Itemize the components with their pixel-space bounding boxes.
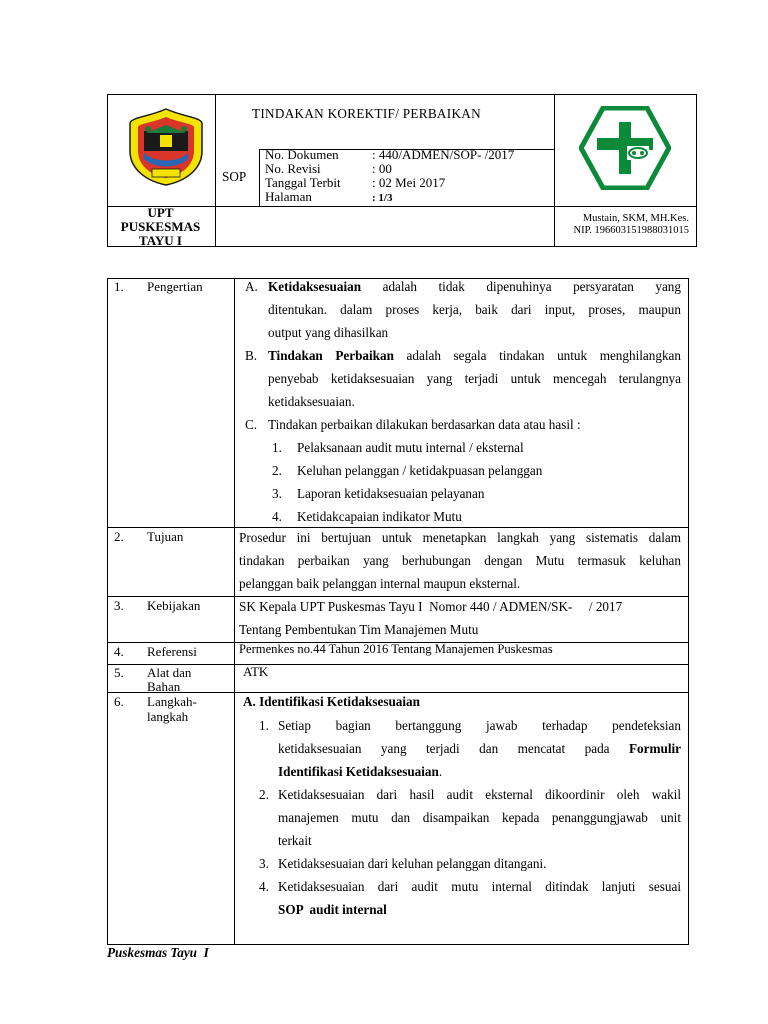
row-label: Referensi — [147, 644, 197, 659]
org-line: TAYU I — [139, 233, 182, 248]
meta-label: Tanggal Terbit — [265, 175, 341, 190]
org-line: UPT — [147, 205, 174, 220]
paragraph-line: Ketidaksesuaian dari keluhan pelanggan ditangani. — [278, 856, 547, 871]
term: Ketidaksesuaian — [268, 279, 362, 294]
section-heading: A. Identifikasi Ketidaksesuaian — [243, 694, 420, 709]
meta-value: : 1/3 — [372, 192, 393, 204]
row-number: 2. — [114, 529, 124, 544]
meta-label: No. Revisi — [265, 161, 321, 176]
step-text: . — [438, 764, 443, 779]
definition-tindakan-perbaikan — [268, 344, 681, 367]
paragraph-line: Ketidaksesuaian dari hasil audit eksternal dikoordinir oleh wakil — [278, 787, 681, 802]
sop-label: SOP — [222, 169, 247, 184]
step-text: ketidaksesuaian yang terjadi dan mencatat pada — [278, 741, 610, 756]
paragraph-line: penyebab ketidaksesuaian yang terjadi untuk mencegah terulangnya — [268, 371, 681, 386]
definition-text: adalah segala tindakan untuk menghilangkan — [406, 348, 681, 363]
org-line: PUSKESMAS — [120, 219, 201, 234]
list-item: Laporan ketidaksesuaian pelayanan — [297, 486, 485, 501]
meta-value: : 02 Mei 2017 — [372, 175, 446, 190]
definition-text: adalah tidak dipenuhinya persyaratan yang — [382, 279, 681, 294]
paragraph-line: SOP audit internal — [278, 902, 387, 917]
paragraph-line — [278, 737, 681, 760]
list-item: Pelaksanaan audit mutu internal / eksternal — [297, 440, 524, 455]
list-number: 4. — [272, 509, 282, 524]
alat-bahan-text: ATK — [243, 664, 269, 679]
page-footer: Puskesmas Tayu I — [107, 945, 209, 960]
row-label: Pengertian — [147, 279, 203, 294]
definition-ketidaksesuaian — [268, 275, 681, 298]
list-marker: B. — [245, 348, 258, 363]
paragraph-line: tindakan perbaikan yang berhubungan dengan Mutu termasuk keluhan — [239, 553, 681, 568]
document-title: TINDAKAN KOREKTIF/ PERBAIKAN — [252, 106, 481, 121]
regency-logo — [126, 107, 206, 187]
row-number: 4. — [114, 644, 124, 659]
paragraph-line — [278, 760, 442, 783]
paragraph-line: terkait — [278, 833, 312, 848]
paragraph-line: manajemen mutu dan disampaikan kepada penanggungjawab unit — [278, 810, 681, 825]
row-number: 6. — [114, 694, 124, 709]
row-label: Langkah- — [147, 694, 197, 709]
list-number: 1. — [272, 440, 282, 455]
paragraph-line: Tindakan perbaikan dilakukan berdasarkan data atau hasil : — [268, 417, 581, 432]
paragraph-line: Setiap bagian bertanggung jawab terhadap pendeteksian — [278, 718, 681, 733]
paragraph-line: ketidaksesuaian. — [268, 394, 355, 409]
paragraph-line: output yang dihasilkan — [268, 325, 389, 340]
row-number: 1. — [114, 279, 124, 294]
list-marker: A. — [245, 279, 258, 294]
row-label: langkah — [147, 709, 189, 724]
signer-nip: NIP. 196603151988031015 — [573, 225, 689, 236]
row-label: Bahan — [147, 679, 181, 694]
puskesmas-logo — [579, 106, 671, 190]
list-marker: C. — [245, 417, 258, 432]
paragraph-line: SK Kepala UPT Puskesmas Tayu I Nomor 440 / ADMEN/SK- / 2017 — [239, 599, 623, 614]
paragraph-line: pelanggan baik pelanggan internal maupun eksternal. — [239, 576, 521, 591]
term: Tindakan Perbaikan — [268, 348, 394, 363]
paragraph-line: Ketidaksesuaian dari audit mutu internal ditindak lanjuti sesuai — [278, 879, 681, 894]
list-number: 4. — [259, 879, 269, 894]
form-name: Identifikasi Ketidaksesuaian — [278, 764, 439, 779]
form-name: Formulir — [629, 741, 682, 756]
list-number: 2. — [272, 463, 282, 478]
paragraph-line: ditentukan. dalam proses kerja, baik dari input, proses, maupun — [268, 302, 681, 317]
meta-label: Halaman — [265, 189, 312, 204]
meta-value: : 440/ADMEN/SOP- /2017 — [372, 147, 515, 162]
row-number: 3. — [114, 598, 124, 613]
paragraph-line: Tentang Pembentukan Tim Manajemen Mutu — [239, 622, 479, 637]
row-number: 5. — [114, 665, 124, 680]
referensi-text: Permenkes no.44 Tahun 2016 Tentang Manajemen Puskesmas — [239, 642, 553, 656]
meta-label: No. Dokumen — [265, 147, 339, 162]
list-item: Keluhan pelanggan / ketidakpuasan pelanggan — [297, 463, 543, 478]
paragraph-line: Prosedur ini bertujuan untuk menetapkan langkah yang sistematis dalam — [239, 530, 681, 545]
meta-value: : 00 — [372, 161, 392, 176]
list-item: Ketidakcapaian indikator Mutu — [297, 509, 462, 524]
list-number: 3. — [259, 856, 269, 871]
list-number: 1. — [259, 718, 269, 733]
row-label: Kebijakan — [147, 598, 201, 613]
row-label: Alat dan — [147, 665, 192, 680]
signer-name: Mustain, SKM, MH.Kes. — [582, 213, 689, 224]
list-number: 2. — [259, 787, 269, 802]
row-label: Tujuan — [147, 529, 184, 544]
list-number: 3. — [272, 486, 282, 501]
